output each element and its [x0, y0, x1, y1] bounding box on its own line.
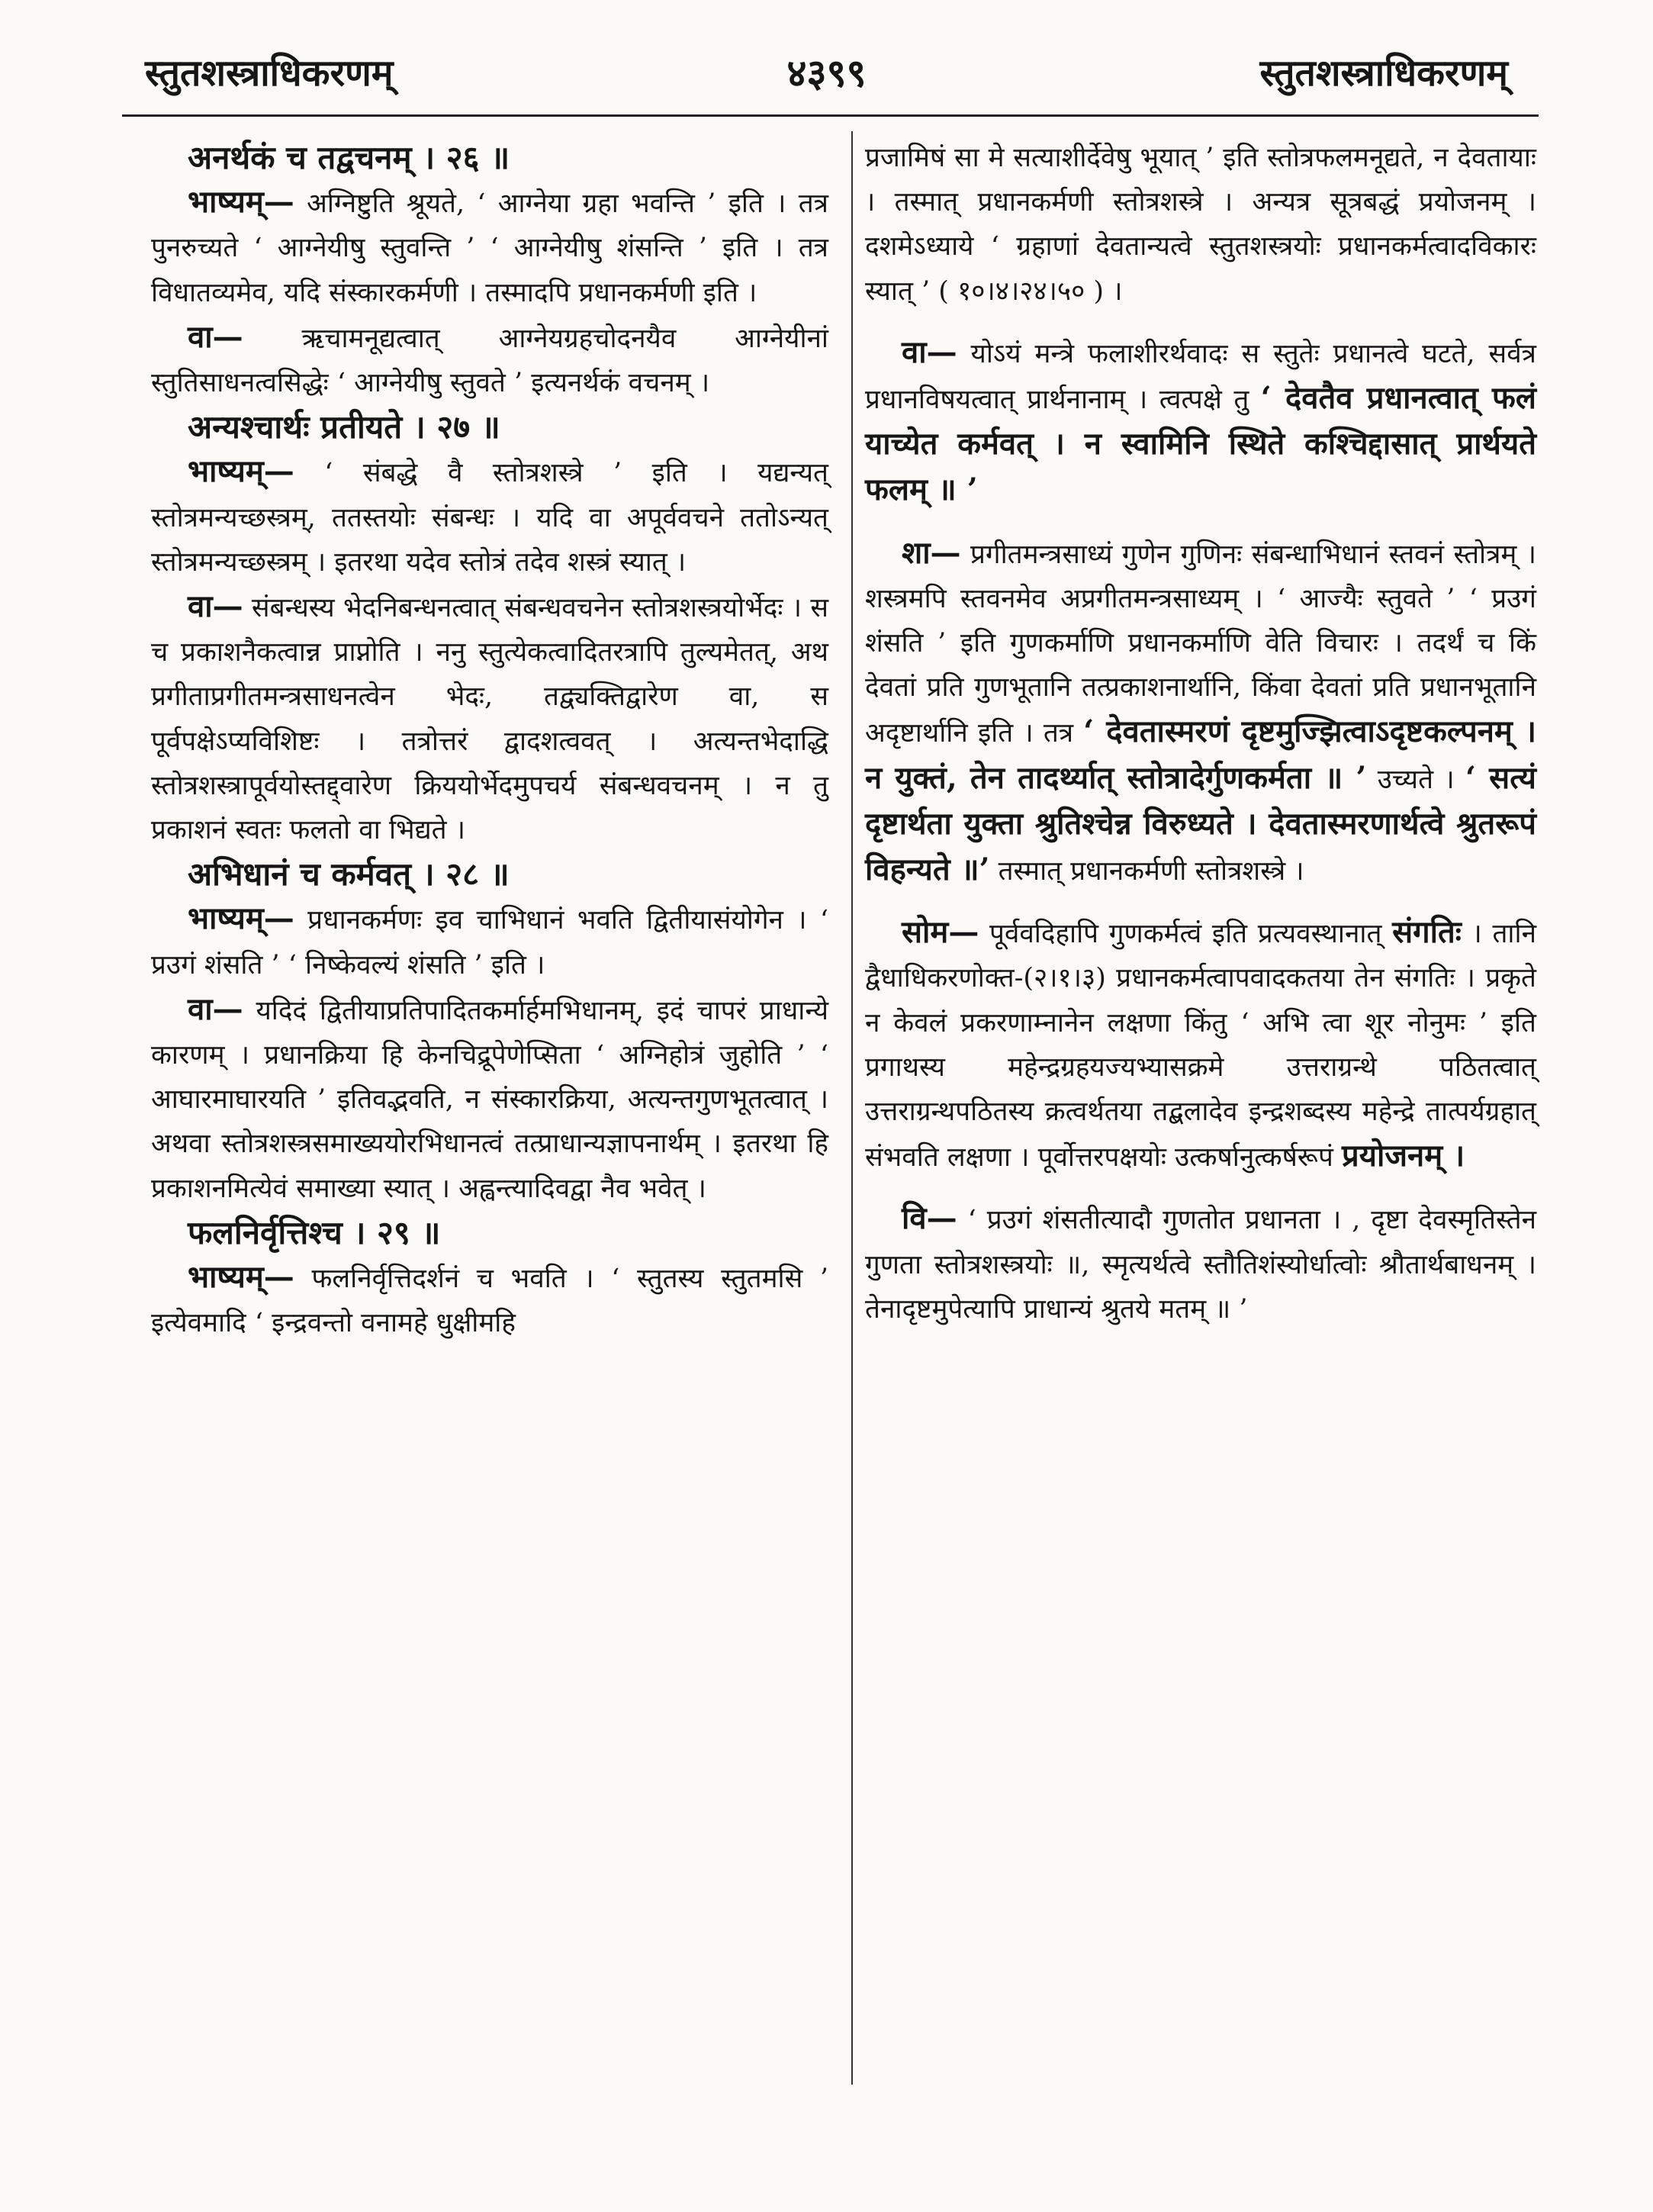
sha-verse-2: ‘ सत्यं दृष्टार्थता युक्ता श्रुतिश्चेन्न विरुध्यते । देवतास्मरणार्थत्वे श्रुतरूपं विहन्यते ॥’: [865, 759, 1536, 888]
header-rule: [122, 114, 1539, 117]
right-column: [865, 136, 1536, 1331]
vi-paragraph: [865, 1196, 1536, 1331]
soma-sangati: संगतिः: [1392, 914, 1462, 951]
va-label: वा—: [188, 318, 243, 355]
vartika-paragraph: [865, 330, 1536, 514]
shastradipika-paragraph: [865, 531, 1536, 894]
header-right-title: स्तुतशस्त्राधिकरणम्: [1259, 52, 1508, 95]
sha-label: शा—: [902, 534, 961, 571]
soma-prayojana: प्रयोजनम् ।: [1342, 1138, 1465, 1174]
sutra-28-title: अभिधानं च कर्मवत् । २८ ॥: [188, 855, 510, 893]
va-label: वा—: [188, 990, 243, 1027]
bhashya-text: फलनिर्वृत्तिदर्शनं च भवति । ‘ स्तुतस्य स्तुतमसि ’ इत्येवमादि ‘ इन्द्रवन्तो वनामहे धुक्षीमहि: [151, 1264, 828, 1339]
vi-label: वि—: [902, 1200, 957, 1237]
bhashya-text: ‘ संबद्धे वै स्तोत्रशस्त्रे ’ इति । यद्यन्यत् स्तोत्रमन्यच्छस्त्रम्, ततस्तयोः संबन्धः । यदि वा अपूर्ववचने ततोऽन्यत् स्तोत्रमन्यच्छस्त्रम् । इतरथा यदेव स्तोत्रं तदेव शस्त्रं स्यात् ।: [151, 458, 828, 578]
sha-verse-1: ‘ देवतास्मरणं दृष्टमुज्झित्वाऽदृष्टकल्पनम् । न युक्तं, तेन तादर्थ्यात् स्तोत्रादेर्गुणकर्मता ॥ ’: [865, 713, 1536, 796]
soma-text-2: । तानि द्वैधाधिकरणोक्त-(२।१।३) प्रधानकर्मत्वापवादकतया तेन संगतिः । प्रकृते न केवलं प्रकरणाम्नानेन लक्षणा किंतु ‘ अभि त्वा शूर नोनुमः ’ इति प्रगाथस्य महेन्द्रग्रहयज्यभ्यासक्रमे उत्तराग्रन्थे पठितत्वात् उत्तराग्रन्थपठितस्य क्रत्वर्थतया तद्बलादेव इन्द्रशब्दस्य महेन्द्रे तात्पर्यग्रहात् संभवति लक्षणा । पूर्वोत्तरपक्षयोः उत्कर्षानुत्कर्षरूपं: [865, 919, 1536, 1174]
sutra-28-vartika: [151, 987, 828, 1211]
bhashya-label: भाष्यम्—: [188, 900, 294, 937]
bhashya-text: प्रधानकर्मणः इव चाभिधानं भवति द्वितीयासंयोगेन । ‘ प्रउगं शंसति ’ ‘ निष्केवल्यं शंसति ’ इति ।: [151, 905, 828, 980]
sha-text: प्रगीतमन्त्रसाध्यं गुणेन गुणिनः संबन्धाभिधानं स्तवनं स्तोत्रम् । शस्त्रमपि स्तवनमेव अप्रगीतमन्त्रसाध्यम् । ‘ आज्यैः स्तुवते ’ ‘ प्रउगं शंसति ’ इति गुणकर्माणि प्रधानकर्माणि वेति विचारः । तदर्थं च किं देवतां प्रति गुणभूतानि तत्प्रकाशनार्थानि, किंवा देवतां प्रति प्रधानभूतानि अदृष्टार्थानि इति । तत्र: [865, 539, 1536, 749]
soma-paragraph: [865, 910, 1536, 1180]
va-text: संबन्धस्य भेदनिबन्धनत्वात् संबन्धवचनेन स्तोत्रशस्त्रयोर्भेदः । स च प्रकाशनैकत्वान्न प्राप्नोति । ननु स्तुत्येकत्वादितरत्रापि तुल्यमेतत्, अथ प्रगीताप्रगीतमन्त्रसाधनत्वेन भेदः, तद्व्यक्तिद्वारेण वा, स पूर्वपक्षेऽप्यविशिष्टः । तत्रोत्तरं द्वादशत्ववत् । अत्यन्तभेदाद्धि स्तोत्रशस्त्रापूर्वयोस्तद्द्वारेण क्रिययोर्भेदमुपचर्य संबन्धवचनम् । न तु प्रकाशनं स्वतः फलतो वा भिद्यते ।: [151, 593, 828, 846]
soma-text-1: पूर्ववदिहापि गुणकर्मत्वं इति प्रत्यवस्थानात्: [979, 919, 1393, 950]
header-left-title: स्तुतशस्त्राधिकरणम्: [145, 52, 394, 95]
column-divider: [851, 131, 853, 2085]
bhashya-text: अग्निष्टुति श्रूयते, ‘ आग्नेया ग्रहा भवन्ति ’ इति । तत्र पुनरुच्यते ‘ आग्नेयीषु स्तुवन्ति ’ ‘ आग्नेयीषु शंसन्ति ’ इति । तत्र विधातव्यमेव, यदि संस्कारकर्मणी । तस्मादपि प्रधानकर्मणी इति ।: [151, 188, 828, 308]
bhashya-label: भाष्यम्—: [188, 184, 294, 221]
sutra-27-title: अन्यश्चार्थः प्रतीयते । २७ ॥: [188, 408, 500, 446]
va-text: ऋचामनूद्यत्वात् आग्नेयग्रहचोदनयैव आग्नेयीनां स्तुतिसाधनत्वसिद्धेः ‘ आग्नेयीषु स्तुवते ’ इत्यनर्थकं वचनम् ।: [151, 323, 828, 399]
sutra-26-bhashya: [151, 180, 828, 315]
sha-mid: उच्यते ।: [1366, 764, 1466, 795]
sutra-29-title: फलनिर्वृत्तिश्च । २९ ॥: [188, 1213, 441, 1251]
sutra-26-title: अनर्थकं च तद्वचनम् । २६ ॥: [188, 139, 510, 176]
bhashya-label: भाष्यम्—: [188, 1259, 294, 1296]
sutra-29-bhashya: [151, 1255, 828, 1345]
sha-end: तस्मात् प्रधानकर्मणी स्तोत्रशस्त्रे ।: [989, 856, 1304, 887]
va-verse: ‘ देवतैव प्रधानत्वात् फलं याच्येत कर्मवत् । न स्वामिनि स्थिते कश्चिद्दासात् प्रार्थयते फलम् ॥ ’: [865, 380, 1536, 508]
va-text: योऽयं मन्त्रे फलाशीरर्थवादः स स्तुतेः प्रधानत्वे घटते, सर्वत्र प्रधानविषयत्वात् प्रार्थनानाम् । त्वत्पक्षे तु: [865, 338, 1536, 416]
left-column: [151, 136, 828, 1345]
va-text: यदिदं द्वितीयाप्रतिपादितकर्मार्हमभिधानम्, इदं चापरं प्राधान्ये कारणम् । प्रधानक्रिया हि केनचिद्रूपेणेप्सिता ‘ अग्निहोत्रं जुहोति ’ ‘ आघारमाघारयति ’ इतिवद्भवति, न संस्कारक्रिया, अत्यन्तगुणभूतत्वात् । अथवा स्तोत्रशस्त्रसमाख्ययोरभिधानत्वं तत्प्राधान्यज्ञापनार्थम् । इतरथा हि प्रकाशनमित्येवं समाख्या स्यात् । अह्वन्त्यादिवद्वा नैव भवेत् ।: [151, 995, 828, 1204]
va-label: वा—: [188, 588, 243, 625]
sutra-28-bhashya: [151, 897, 828, 987]
bhashya-continuation: प्रजामिषं सा मे सत्याशीर्देवेषु भूयात् ’ इति स्तोत्रफलमनूद्यते, न देवतायाः । तस्मात् प्रधानकर्मणी स्तोत्रशस्त्रे । अन्यत्र सूत्रबद्धं प्रयोजनम् । दशमेऽध्याये ‘ ग्रहाणां देवतान्यत्वे स्तुतशस्त्रयोः प्रधानकर्मत्वादविकारः स्यात् ’ ( १०।४।२४।५० ) ।: [865, 143, 1536, 307]
bhashya-label: भाष्यम्—: [188, 453, 294, 490]
soma-label: सोम—: [902, 914, 979, 951]
va-label: वा—: [902, 333, 957, 370]
sutra-27-vartika: [151, 584, 828, 852]
sutra-27-bhashya: [151, 449, 828, 584]
running-header: [114, 40, 1539, 108]
vi-text: ‘ प्रउगं शंसतीत्यादौ गुणतोत प्रधानता । , दृष्टा देवस्मृतिस्तेन गुणता स्तोत्रशस्त्रयोः ॥, स्मृत्यर्थत्वे स्तौतिशंस्योर्धात्वोः श्रौतार्थबाधनम् । तेनादृष्टमुपेत्यापि प्राधान्यं श्रुतये मतम् ॥ ’: [865, 1205, 1536, 1325]
page-number: ४३९९: [786, 50, 867, 95]
sutra-26-vartika: [151, 315, 828, 405]
